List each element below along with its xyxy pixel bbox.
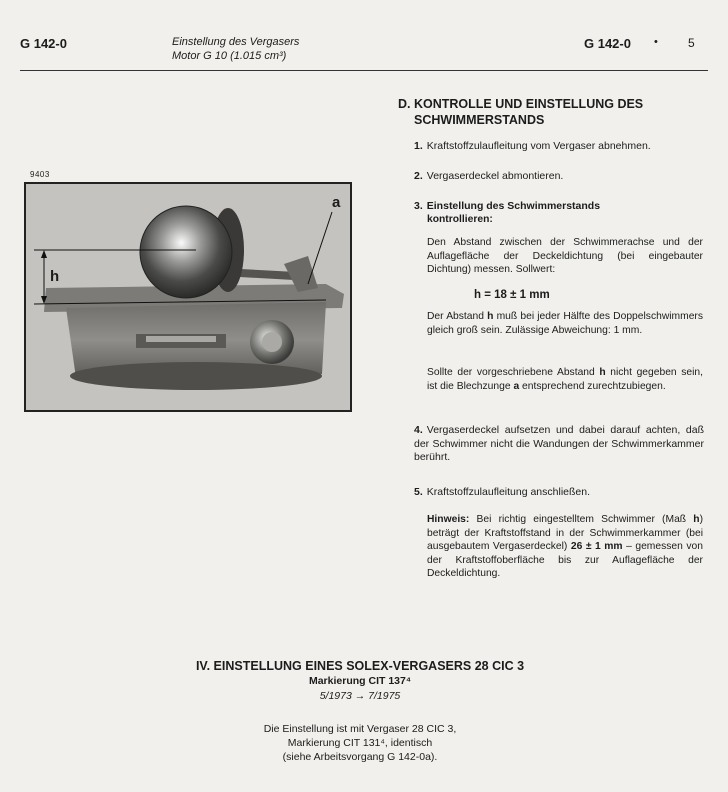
float-level-spec: h = 18 ± 1 mm <box>474 289 550 301</box>
step-5 <box>414 486 704 500</box>
header-title-line1: Einstellung des Vergasers <box>172 36 300 48</box>
hint-text-a: Bei richtig eingestelltem Schwimmer (Maß <box>469 514 694 525</box>
step-4 <box>414 424 704 465</box>
step-1 <box>414 140 704 154</box>
step-3-paragraph-3 <box>427 366 703 393</box>
step-2 <box>414 170 704 184</box>
para-3-text-b: nicht gegeben sein, ist die Blechzunge <box>427 367 703 392</box>
header-doc-code-right: G 142-0 <box>584 36 631 51</box>
step-3-heading <box>414 200 704 214</box>
hint-label: Hinweis: <box>427 514 470 525</box>
header-title-line2: Motor G 10 (1.015 cm³) <box>172 50 287 62</box>
step-3-paragraph-1: Den Abstand zwischen der Schwimmerachse und der Auflagefläche der Deckeldichtung (bei eingebauter Dichtung) messen. Sollwert: <box>427 237 703 275</box>
step-3-number: 3. <box>414 200 423 212</box>
para-3-text-c: entsprechend zurechtzubiegen. <box>519 380 666 392</box>
section-iv-note-line2: Markierung CIT 131⁴, identisch <box>287 737 433 749</box>
para-3-text-a: Sollte der vorgeschriebene Abstand <box>427 367 600 378</box>
para-2-text-a: Der Abstand <box>427 311 488 322</box>
hint-value: 26 ± 1 mm <box>570 541 623 552</box>
step-5-text: Kraftstoffzulaufleitung anschließen. <box>426 486 591 498</box>
section-iv-date-range: 5/1973 → 7/1975 <box>319 690 401 702</box>
header-divider <box>20 70 708 71</box>
section-iv-note-line1: Die Einstellung ist mit Vergaser 28 CIC 3, <box>263 723 457 735</box>
figure-label-a: a <box>332 194 341 211</box>
para-3-a-label: a <box>513 380 520 392</box>
step-2-number: 2. <box>414 170 423 182</box>
para-2-text-b: muß bei jeder Hälfte des Doppelschwimmers gleich groß sein. Zulässige Abweichung: 1 mm. <box>427 311 703 336</box>
step-3-title-line1: Einstellung des Schwimmerstands <box>426 200 601 212</box>
section-iv-title: IV. EINSTELLUNG EINES SOLEX-VERGASERS 28 CIC 3 <box>195 659 525 673</box>
section-d-title-line2: SCHWIMMERSTANDS <box>414 113 545 127</box>
step-4-number: 4. <box>414 424 423 436</box>
header-doc-code-left: G 142-0 <box>20 36 67 51</box>
header-bullet: • <box>654 36 658 48</box>
carburetor-float-illustration <box>26 184 350 410</box>
page-number: 5 <box>688 36 695 50</box>
figure-number: 9403 <box>30 170 50 179</box>
para-3-h: h <box>599 367 606 378</box>
step-1-number: 1. <box>414 140 423 152</box>
section-d-title-line1: D. KONTROLLE UND EINSTELLUNG DES <box>398 97 644 111</box>
section-iv-note-line3: (siehe Arbeitsvorgang G 142-0a). <box>282 751 438 763</box>
hint-text-c: – gemessen von der Kraftstoffoberfläche bis zur Auflagefläche der Deckeldichtung. <box>427 541 703 579</box>
step-1-text: Kraftstoffzulaufleitung vom Vergaser abnehmen. <box>426 140 651 152</box>
step-3-paragraph-2 <box>427 310 703 337</box>
step-3-title-line2: kontrollieren: <box>427 214 493 225</box>
step-4-text: Vergaserdeckel aufsetzen und dabei darauf achten, daß der Schwimmer nicht die Wandungen der Schwimmerkammer berührt. <box>414 424 704 463</box>
hint-h: h <box>693 514 700 525</box>
step-5-number: 5. <box>414 486 423 498</box>
figure-label-h: h <box>50 268 60 285</box>
section-iv-marking: Markierung CIT 137⁴ <box>308 675 412 687</box>
step-2-text: Vergaserdeckel abmontieren. <box>426 170 564 182</box>
hint-paragraph <box>427 513 703 581</box>
para-2-h: h <box>487 311 494 322</box>
float-diagram-figure <box>24 182 352 412</box>
hint-text-b: ) beträgt der Kraftstoffstand in der Schwimmerkammer (bei ausgebautem Vergaserdeckel) <box>427 514 703 552</box>
